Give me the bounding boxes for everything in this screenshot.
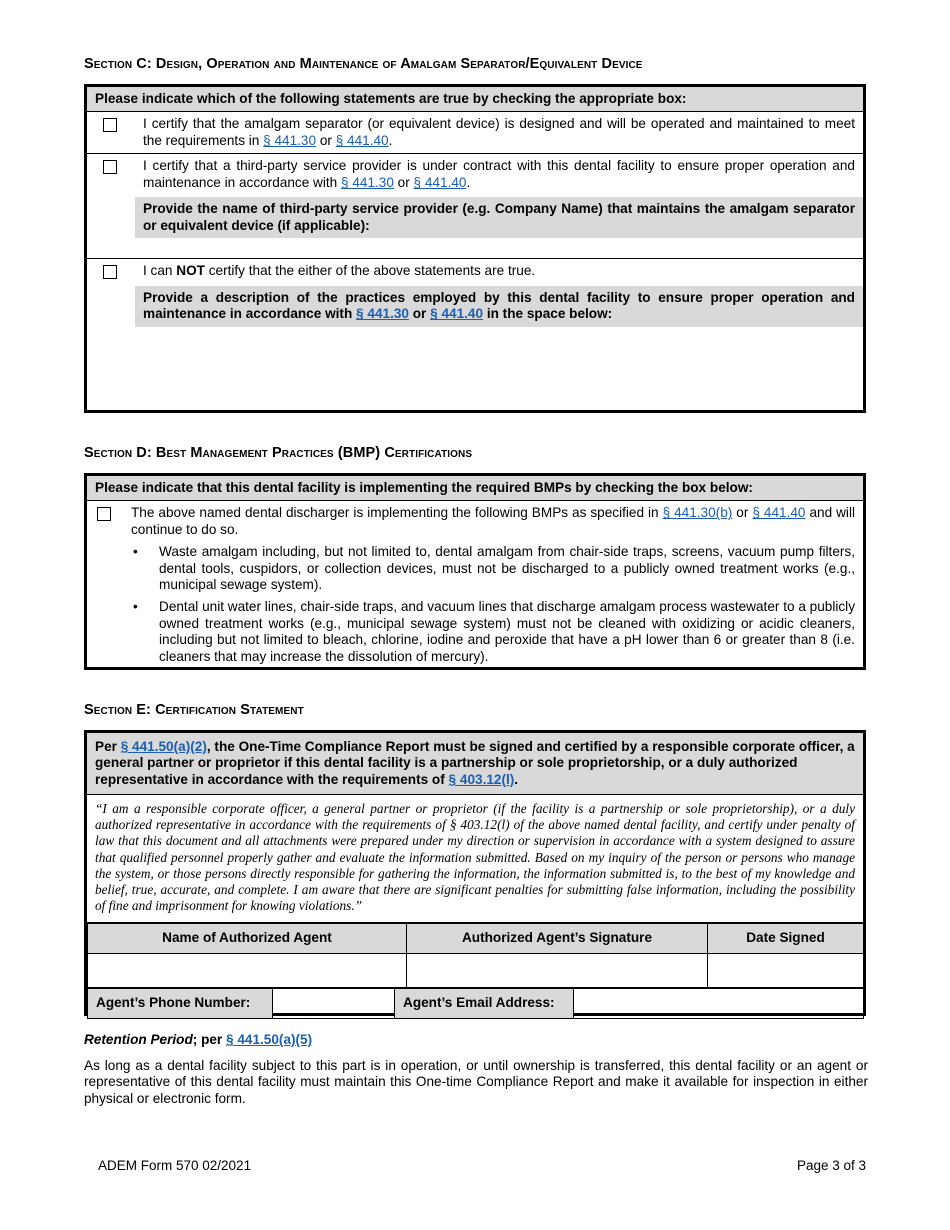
bmp-statement: The above named dental discharger is implementing the following BMPs as specified in § 441.30(b) or § 441.40 and will continue to do so. (131, 505, 855, 537)
practices-description-field[interactable] (135, 327, 863, 393)
link-441-30[interactable]: § 441.30 (356, 306, 409, 322)
link-441-30[interactable]: § 441.30 (340, 174, 394, 190)
item-3-text: I can NOT certify that the either of the above statements are true. (143, 263, 536, 279)
col-agent-signature: Authorized Agent’s Signature (407, 923, 708, 953)
link-441-40[interactable]: § 441.40 (413, 174, 467, 190)
section-c-header: Please indicate which of the following statements are true by checking the appropriate box: (87, 87, 863, 112)
checkbox-bmp[interactable] (97, 507, 111, 521)
signature-table (87, 923, 864, 988)
col-agent-name: Name of Authorized Agent (88, 923, 407, 953)
link-441-50a5[interactable]: § 441.50(a)(5) (226, 1032, 313, 1047)
link-441-40[interactable]: § 441.40 (752, 505, 806, 521)
retention-heading: Retention Period; per § 441.50(a)(5) (84, 1032, 313, 1047)
certification-quote: “I am a responsible corporate officer, a general partner or proprietor (if the facility is a partnership or sole proprietorship), or a duly authorized representative in accordance with the requirements of § 403.12(l) of the above named dental facility, and certify under penalty of law that this document and all attachments were prepared under my direction or supervision in accordance with a system designed to assure that qualified personnel properly gather and evaluate the information submitted. Based on my inquiry of the person or persons who manage the system, or those persons directly responsible for gathering the information, the information submitted is, to the best of my knowledge and belief, true, accurate, and complete. I am aware that there are significant penalties for submitting false information, including the possibility of fine and imprisonment for knowing violations.” (87, 795, 863, 923)
section-c-title: Section C: Design, Operation and Maintenance of Amalgam Separator/Equivalent Device (84, 56, 643, 72)
bmp-list (131, 544, 855, 665)
footer-page-number: Page 3 of 3 (796, 1158, 866, 1173)
item-2-text: I certify that a third-party service provider is under contract with this dental facility to ensure proper operation and maintenance in accordance with § 441.30 or § 441.40. (143, 158, 855, 190)
section-e-title: Section E: Certification Statement (84, 702, 304, 718)
item-1-text: I certify that the amalgam separator (or equivalent device) is designed and will be operated and maintained to meet the requirements in § 441.30 or § 441.40. (143, 116, 855, 148)
section-c-item-3 (87, 259, 863, 392)
contact-table (87, 988, 864, 1019)
bmp-bullet-1: • Waste amalgam including, but not limited to, dental amalgam from chair-side traps, screens, vacuum pump filters, dental tools, cuspidors, or collection devices, must not be discharged to a publicly owned treatment works (e.g., municipal sewage system). (131, 544, 855, 593)
link-441-40[interactable]: § 441.40 (335, 132, 389, 148)
section-d-box (84, 473, 866, 670)
retention-body: As long as a dental facility subject to this part is in operation, or until ownership is transferred, this dental facility or an agent or representative of this dental facility must maintain this One-time Compliance Report and make it available for inspection in either physical or electronic form. (84, 1058, 868, 1106)
section-c-item-1 (87, 112, 863, 154)
email-field[interactable] (574, 988, 864, 1018)
link-441-30b[interactable]: § 441.30(b) (662, 505, 733, 521)
link-441-30[interactable]: § 441.30 (263, 132, 317, 148)
section-e-box (84, 730, 866, 1016)
checkbox-third-party[interactable] (103, 160, 117, 174)
checkbox-cannot-certify[interactable] (103, 265, 117, 279)
link-441-40[interactable]: § 441.40 (430, 306, 484, 322)
link-403-12l[interactable]: § 403.12(l) (448, 771, 515, 787)
section-d-header: Please indicate that this dental facility is implementing the required BMPs by checking the box below: (87, 476, 863, 501)
link-441-50a2[interactable]: § 441.50(a)(2) (120, 739, 207, 754)
agent-name-field[interactable] (88, 953, 407, 987)
practices-prompt: Provide a description of the practices employed by this dental facility to ensure proper operation and maintenance in accordance with § 441.30 or § 441.40 in the space below: (135, 286, 863, 327)
phone-field[interactable] (273, 988, 395, 1018)
section-c-box (84, 84, 866, 413)
checkbox-design-certify[interactable] (103, 118, 117, 132)
date-signed-field[interactable] (708, 953, 864, 987)
phone-label: Agent’s Phone Number: (88, 988, 273, 1018)
bmp-bullet-2: • Dental unit water lines, chair-side traps, and vacuum lines that discharge amalgam process wastewater to a publicly owned treatment works (e.g., municipal sewage system) must not be cleaned with oxidizing or acidic cleaners, including but not limited to bleach, chlorine, iodine and peroxide that have a pH lower than 6 or greater than 8 (i.e. cleaners that may increase the dissolution of mercury). (131, 599, 855, 665)
agent-signature-field[interactable] (407, 953, 708, 987)
col-date-signed: Date Signed (708, 923, 864, 953)
section-e-header: Per § 441.50(a)(2), the One-Time Compliance Report must be signed and certified by a responsible corporate officer, a general partner or proprietor if this dental facility is a partnership or sole proprietorship, or a duly authorized representative in accordance with the requirements of § 403.12(l). (87, 733, 863, 795)
section-c-item-2 (87, 154, 863, 259)
third-party-prompt: Provide the name of third-party service provider (e.g. Company Name) that maintains the amalgam separator or equivalent device (if applicable): (135, 197, 863, 238)
footer-form-id: ADEM Form 570 02/2021 (98, 1158, 252, 1173)
section-d-item (87, 501, 863, 671)
section-d-title: Section D: Best Management Practices (BMP) Certifications (84, 445, 473, 461)
email-label: Agent’s Email Address: (395, 988, 574, 1018)
